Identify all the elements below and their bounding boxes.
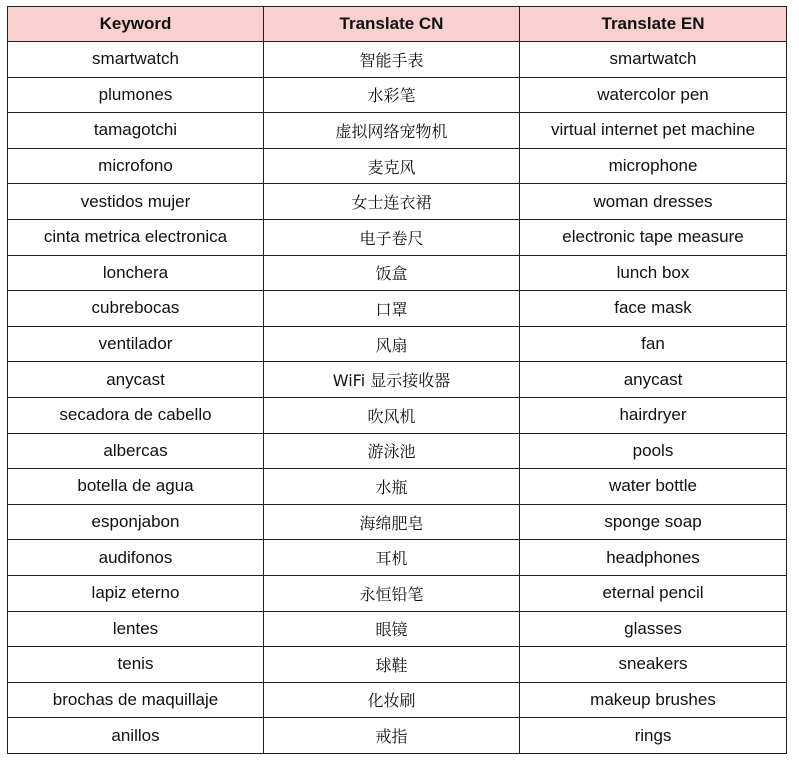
table-row	[8, 362, 787, 398]
translate-en-cell: virtual internet pet machine	[520, 113, 787, 149]
table-row	[8, 42, 787, 78]
translate-cn-cell: 永恒铅笔	[264, 575, 520, 611]
translate-cn-cell: 游泳池	[264, 433, 520, 469]
table-row	[8, 540, 787, 576]
keyword-cell: cubrebocas	[8, 291, 264, 327]
translate-en-cell: makeup brushes	[520, 682, 787, 718]
keyword-cell: anycast	[8, 362, 264, 398]
translate-en-cell: pools	[520, 433, 787, 469]
translate-cn-cell: 化妆刷	[264, 682, 520, 718]
translate-en-cell: headphones	[520, 540, 787, 576]
table-row	[8, 326, 787, 362]
table-row	[8, 148, 787, 184]
translate-en-cell: watercolor pen	[520, 77, 787, 113]
translate-cn-cell: 戒指	[264, 718, 520, 754]
translate-en-cell: woman dresses	[520, 184, 787, 220]
translate-cn-cell: 饭盒	[264, 255, 520, 291]
translate-en-cell: rings	[520, 718, 787, 754]
translate-en-cell: face mask	[520, 291, 787, 327]
keyword-cell: ventilador	[8, 326, 264, 362]
header-translate-cn: Translate CN	[264, 7, 520, 42]
keyword-cell: microfono	[8, 148, 264, 184]
keyword-cell: brochas de maquillaje	[8, 682, 264, 718]
table-body	[8, 42, 787, 754]
table-row	[8, 255, 787, 291]
translate-cn-cell: 球鞋	[264, 647, 520, 683]
keyword-cell: tamagotchi	[8, 113, 264, 149]
keyword-cell: botella de agua	[8, 469, 264, 505]
translate-en-cell: water bottle	[520, 469, 787, 505]
header-row	[8, 7, 787, 42]
keyword-cell: plumones	[8, 77, 264, 113]
translate-cn-cell: 耳机	[264, 540, 520, 576]
translate-en-cell: sneakers	[520, 647, 787, 683]
keyword-cell: secadora de cabello	[8, 397, 264, 433]
translate-cn-cell: 眼镜	[264, 611, 520, 647]
translation-table-container	[7, 6, 787, 754]
table-row	[8, 682, 787, 718]
keyword-cell: smartwatch	[8, 42, 264, 78]
keyword-cell: vestidos mujer	[8, 184, 264, 220]
translate-cn-cell: 麦克风	[264, 148, 520, 184]
translate-en-cell: eternal pencil	[520, 575, 787, 611]
translate-en-cell: lunch box	[520, 255, 787, 291]
header-translate-en: Translate EN	[520, 7, 787, 42]
translate-en-cell: sponge soap	[520, 504, 787, 540]
translate-en-cell: fan	[520, 326, 787, 362]
translate-cn-cell: 虚拟网络宠物机	[264, 113, 520, 149]
keyword-cell: anillos	[8, 718, 264, 754]
table-row	[8, 184, 787, 220]
table-row	[8, 647, 787, 683]
translate-en-cell: hairdryer	[520, 397, 787, 433]
header-keyword: Keyword	[8, 7, 264, 42]
translate-cn-cell: 水彩笔	[264, 77, 520, 113]
table-row	[8, 291, 787, 327]
table-row	[8, 433, 787, 469]
translate-cn-cell: 智能手表	[264, 42, 520, 78]
keyword-cell: lapiz eterno	[8, 575, 264, 611]
translate-cn-cell: WiFi 显示接收器	[264, 362, 520, 398]
translate-en-cell: microphone	[520, 148, 787, 184]
keyword-cell: albercas	[8, 433, 264, 469]
table-header	[8, 7, 787, 42]
keyword-cell: tenis	[8, 647, 264, 683]
table-row	[8, 575, 787, 611]
keyword-cell: lentes	[8, 611, 264, 647]
translate-cn-cell: 电子卷尺	[264, 219, 520, 255]
keyword-cell: audifonos	[8, 540, 264, 576]
translate-en-cell: glasses	[520, 611, 787, 647]
table-row	[8, 504, 787, 540]
table-row	[8, 611, 787, 647]
keyword-cell: lonchera	[8, 255, 264, 291]
translate-cn-cell: 水瓶	[264, 469, 520, 505]
translation-table	[7, 6, 787, 754]
table-row	[8, 113, 787, 149]
table-row	[8, 469, 787, 505]
table-row	[8, 397, 787, 433]
translate-cn-cell: 口罩	[264, 291, 520, 327]
table-row	[8, 219, 787, 255]
table-row	[8, 718, 787, 754]
translate-cn-cell: 海绵肥皂	[264, 504, 520, 540]
translate-cn-cell: 吹风机	[264, 397, 520, 433]
keyword-cell: esponjabon	[8, 504, 264, 540]
keyword-cell: cinta metrica electronica	[8, 219, 264, 255]
translate-en-cell: electronic tape measure	[520, 219, 787, 255]
translate-cn-cell: 风扇	[264, 326, 520, 362]
translate-cn-cell: 女士连衣裙	[264, 184, 520, 220]
translate-en-cell: smartwatch	[520, 42, 787, 78]
translate-en-cell: anycast	[520, 362, 787, 398]
table-row	[8, 77, 787, 113]
